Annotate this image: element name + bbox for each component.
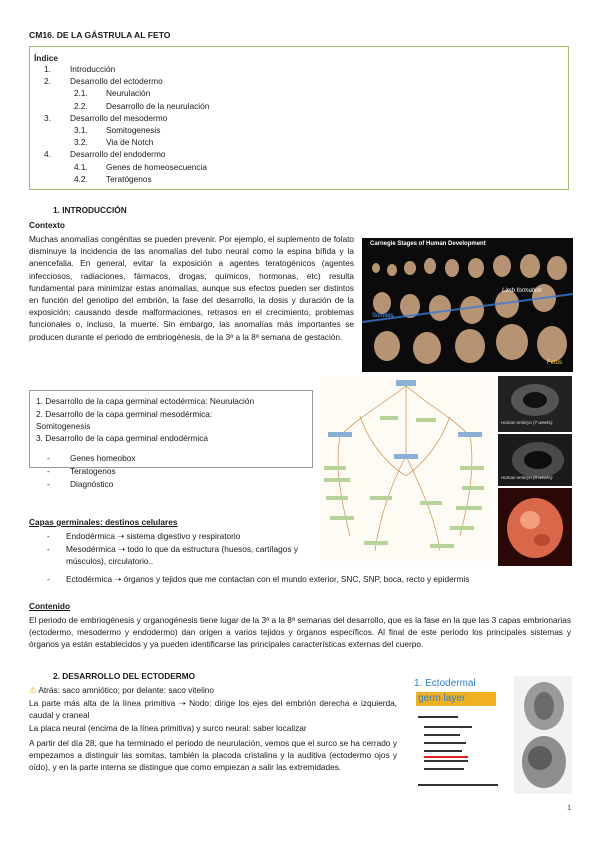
table-of-contents (29, 46, 569, 190)
capas-item-1: Endodérmica ➝ sistema digestivo y respiratorio (66, 531, 241, 541)
page-number: 1 (567, 805, 571, 812)
capas-item-2: Mesodérmica ➝ todo lo que da estructura (huesos, cartílagos y músculos), circulatorio.. (66, 544, 299, 566)
toc-item-label: Desarrollo del mesodermo (70, 112, 168, 123)
ecto-figure-title-1: 1. Ectodermal (414, 678, 476, 689)
box-bullet-dash-1: - (47, 453, 50, 463)
toc-item-number: 3. (44, 112, 51, 123)
ectoderm-line-2: La placa neural (encima de la línea primitiva) y surco neural: saber localizar (29, 723, 307, 733)
toc-item-number: 3.1. (74, 125, 88, 135)
contenido-title: Contenido (29, 601, 71, 611)
toc-item-label: Introducción (70, 64, 116, 74)
box-bullet-3: Diagnóstico (70, 479, 114, 489)
ultrasound-image-top (498, 376, 572, 432)
germ-layer-derivatives-diagram (320, 376, 492, 561)
toc-item-label: Desarrollo de la neurulación (106, 100, 210, 111)
box-bullet-dash-2: - (47, 466, 50, 476)
box-line-1: 1. Desarrollo de la capa germinal ectodérmica: Neurulación (36, 396, 255, 406)
context-subheading: Contexto (29, 220, 65, 230)
embryo-sem-images (514, 676, 572, 794)
toc-heading: Índice (34, 53, 58, 63)
ectodermal-germ-layer-figure (408, 676, 508, 794)
capas-title: Capas germinales: destinos celulares (29, 517, 178, 527)
toc-item-label: Genes de homeosecuencia (106, 161, 208, 172)
toc-item-number: 4.1. (74, 161, 88, 172)
toc-item-label: Teratógenos (106, 173, 152, 184)
toc-item-number: 3.2. (74, 137, 88, 148)
capas-dash-3: - (47, 574, 50, 584)
capas-item-3: Ectodérmica ➝ órganos y tejidos que me contactan con el mundo exterior, SNC, SNP, boca, recto y epidermis (66, 574, 470, 584)
box-line-2: 2. Desarrollo de la capa germinal mesodérmica: (36, 409, 213, 419)
warning-text: Atrás: saco amniótico; por delante: saco vitelino (38, 685, 215, 695)
box-line-4: 3. Desarrollo de la capa germinal endodérmica (36, 433, 209, 443)
toc-item-label: Desarrollo del ectodermo (70, 76, 163, 87)
box-bullet-dash-3: - (47, 479, 50, 489)
capas-dash-1: - (47, 531, 50, 541)
carnegie-stages-figure (362, 238, 573, 372)
toc-item-number: 2.1. (74, 88, 88, 99)
section-1-heading: 1. INTRODUCCIÓN (53, 205, 127, 215)
ecto-figure-title-2: germ layer (418, 693, 466, 704)
toc-item-label: Via de Notch (106, 137, 154, 148)
toc-item-label: Somitogenesis (106, 125, 161, 135)
document-title: CM16. DE LA GÁSTRULA AL FETO (29, 30, 171, 40)
toc-item-label: Desarrollo del endodermo (70, 149, 166, 160)
embryo-photo (498, 488, 572, 566)
carnegie-title: Carnegie Stages of Human Development (370, 241, 486, 247)
intro-paragraph: Muchas anomalías congénitas se pueden prevenir. Por ejemplo, el suplemento de folato disminuye la incidencia de las anomalías del tubo neural como la espina bífida y la anencefalia. En general, evitar la exposición a agentes teratogénicos (agentes infecciosos, radiaciones, fármacos, drogas, químicos, hormonas, etc) resulta fundamental para minimizar estas anomalías, aunque sus efectos pueden ser distintos en función del genotipo del embrión, la fase del desarrollo, la dosis y duración de la exposición; causando desde malformaciones, retrasos en el crecimiento, problemas funcionales o, incluso, la muerte. Sin embargo, las anomalías más importantes se producen durante el periodo de embriogénesis, de la 3ª a la 8ª semana de gestación. (29, 234, 354, 342)
ecto-title-highlight (416, 692, 496, 706)
toc-item-number: 1. (44, 64, 51, 74)
box-bullet-1: Genes homeobox (70, 453, 136, 463)
toc-item-number: 2. (44, 76, 51, 87)
ultrasound-bottom-caption: Human embryo (8 weeks) (501, 475, 553, 480)
toc-item-number: 4.2. (74, 173, 88, 184)
contenido-paragraph: El periodo de embriogénesis y organogénesis tiene lugar de la 3ª a la 8ª semanas del desarrollo, que es la fase en la que las 3 capas embrionarias (ectodermo, mesodermo y endodermo) dan origen a varios tejidos y órganos específicos. Al final de este periodo los principales sistemas y órganos ya están establecidos y ya pueden identificarse las principales características externas del cuerpo. (29, 615, 571, 650)
warning-icon: ⚠ (29, 685, 37, 695)
warning-line (29, 684, 214, 696)
limb-formation-label: Limb formation (502, 288, 542, 294)
ultrasound-image-bottom (498, 434, 572, 486)
ectoderm-line-1: La parte más alta de la línea primitiva ➝ Nodo: dirige los ejes del embrión derecha e izquierda, caudal y craneal (29, 698, 397, 721)
capas-dash-2: - (47, 544, 50, 554)
fetus-label: Fetus (547, 360, 563, 366)
toc-item-number: 2.2. (74, 100, 88, 111)
toc-item-label: Neurulación (106, 88, 151, 99)
ultrasound-top-caption: Human embryo (7 weeks) (501, 420, 553, 425)
ectoderm-line-3: A partir del día 28, que ha terminado el periodo de neurulación, vemos que el surco se ha cerrado y empezamos a distinguir las somitas, también la placoda cristalina y la auditiva (ectodermo ojos y oído), y en la parte interna se distingue que como empiezan a salir las extremidades. (29, 738, 397, 773)
box-line-3: Somitogenesis (36, 421, 91, 431)
section-2-heading: 2. DESARROLLO DEL ECTODERMO (53, 671, 196, 681)
toc-item-number: 4. (44, 149, 51, 160)
box-bullet-2: Teratogenos (70, 466, 116, 476)
somites-label: Somites (372, 313, 394, 319)
